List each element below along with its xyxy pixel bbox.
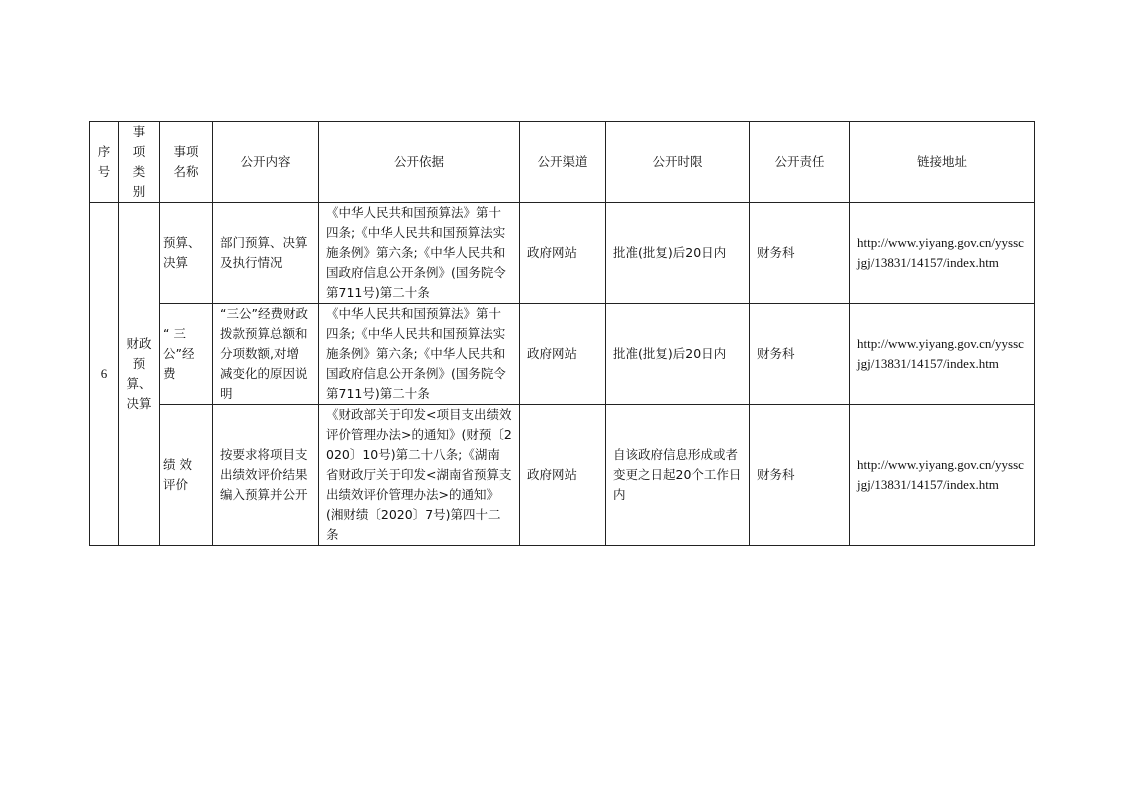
group-category: 财政 预 算、 决算 bbox=[119, 203, 160, 546]
table-row bbox=[90, 405, 1035, 546]
item-deadline: 自该政府信息形成或者变更之日起20个工作日内 bbox=[606, 405, 750, 546]
header-basis: 公开依据 bbox=[319, 122, 520, 203]
item-deadline: 批准(批复)后20日内 bbox=[606, 203, 750, 304]
item-basis: 《中华人民共和国预算法》第十四条;《中华人民共和国预算法实施条例》第六条;《中华人民共和国政府信息公开条例》(国务院令第711号)第二十条 bbox=[319, 304, 520, 405]
header-name: 事项 名称 bbox=[160, 122, 213, 203]
table-row bbox=[90, 203, 1035, 304]
header-category: 事 项 类 别 bbox=[119, 122, 160, 203]
table-row bbox=[90, 304, 1035, 405]
group-seq: 6 bbox=[90, 203, 119, 546]
header-content: 公开内容 bbox=[213, 122, 319, 203]
item-basis: 《财政部关于印发<项目支出绩效评价管理办法>的通知》(财预〔2020〕10号)第二十八条;《湖南省财政厅关于印发<湖南省预算支出绩效评价管理办法>的通知》(湘财绩〔2020〕7号)第四十二条 bbox=[319, 405, 520, 546]
header-channel: 公开渠道 bbox=[520, 122, 606, 203]
item-name: 绩 效 评价 bbox=[160, 405, 213, 546]
item-name: 预算、 决算 bbox=[160, 203, 213, 304]
header-link: 链接地址 bbox=[850, 122, 1035, 203]
item-content: “三公”经费财政拨款预算总额和分项数额,对增减变化的原因说明 bbox=[213, 304, 319, 405]
item-content: 部门预算、决算 及执行情况 bbox=[213, 203, 319, 304]
item-link[interactable]: http://www.yiyang.gov.cn/yysscjgj/13831/14157/index.htm bbox=[850, 405, 1035, 546]
item-content: 按要求将项目支出绩效评价结果编入预算并公开 bbox=[213, 405, 319, 546]
item-responsibility: 财务科 bbox=[750, 405, 850, 546]
header-deadline: 公开时限 bbox=[606, 122, 750, 203]
item-basis: 《中华人民共和国预算法》第十四条;《中华人民共和国预算法实施条例》第六条;《中华人民共和国政府信息公开条例》(国务院令第711号)第二十条 bbox=[319, 203, 520, 304]
header-seq: 序 号 bbox=[90, 122, 119, 203]
item-deadline: 批准(批复)后20日内 bbox=[606, 304, 750, 405]
header-row bbox=[90, 122, 1035, 203]
item-channel: 政府网站 bbox=[520, 304, 606, 405]
item-link[interactable]: http://www.yiyang.gov.cn/yysscjgj/13831/14157/index.htm bbox=[850, 203, 1035, 304]
item-channel: 政府网站 bbox=[520, 203, 606, 304]
disclosure-table bbox=[89, 121, 1035, 546]
item-name: “ 三 公”经 费 bbox=[160, 304, 213, 405]
item-channel: 政府网站 bbox=[520, 405, 606, 546]
item-responsibility: 财务科 bbox=[750, 304, 850, 405]
item-link[interactable]: http://www.yiyang.gov.cn/yysscjgj/13831/14157/index.htm bbox=[850, 304, 1035, 405]
header-responsibility: 公开责任 bbox=[750, 122, 850, 203]
item-responsibility: 财务科 bbox=[750, 203, 850, 304]
